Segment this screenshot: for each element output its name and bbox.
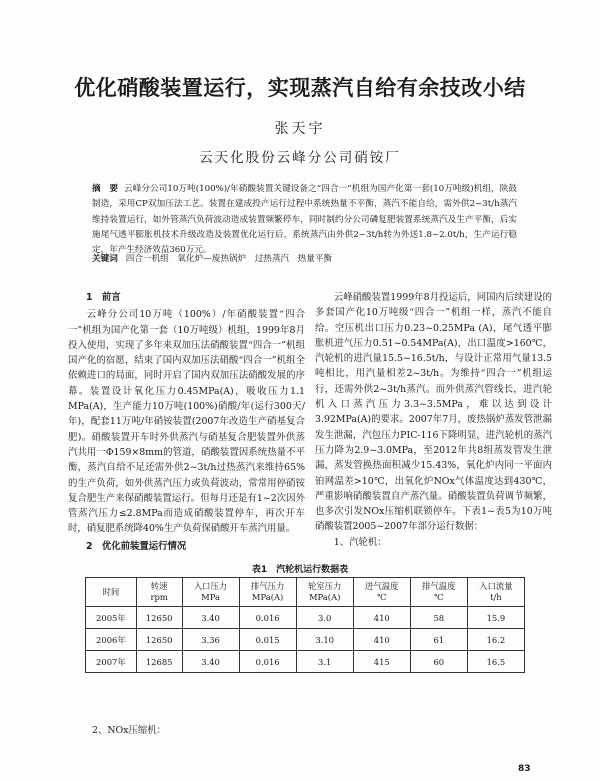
table-cell: 3.10 (296, 629, 353, 651)
table-caption: 表1 汽轮机运行数据表 (251, 565, 349, 575)
table-cell: 16.2 (467, 629, 524, 651)
section-heading-operation: 2 优化前装置运行情况 (86, 540, 187, 552)
table-cell: 12650 (136, 607, 182, 629)
paper-title: 优化硝酸装置运行，实现蒸汽自给有余技改小结 (74, 76, 526, 100)
table-row (86, 629, 525, 651)
table-cell: 3.1 (296, 651, 353, 673)
table-header-cell: 入口流量 t/h (467, 578, 524, 607)
table-cell: 0.015 (239, 629, 296, 651)
subsection-turbine: 1、汽轮机： (333, 536, 387, 548)
table-cell: 2007年 (86, 651, 137, 673)
table-header-cell: 时间 (86, 578, 137, 607)
table-cell: 3.40 (182, 607, 239, 629)
table-cell: 60 (410, 651, 467, 673)
intro-paragraph: 云峰分公司10万吨（100%）/年硝酸装置“四合一”机组为国产化第一套（10万吨级）机组，1999年8月投入使用，实现了多年来双加压法硝酸装置“四合一”机组国产化的宿愿，结束了国内双加压法硝酸“四合一”机组全依赖进口的局面，同时开启了国内双加压法硝酸发展的序幕。装置设计氧化压力0.45MPa(A)，吸收压力1.1 MPa(A)，生产能力10万吨(100%)硝酸/年(运行300天/年)，配套11万吨/年硝铵装置(2007年改造生产硝基复合肥)。硝酸装置开车时外供蒸汽与硝基复合肥装置外供蒸汽共用一Φ159×8mm的管道，硝酸装置因系统热量不平衡，蒸汽自给不足还需外供2~3t/h过热蒸汽来维持65%的生产负荷，如外供蒸汽压力或负荷波动，常常用停硝铵复合肥生产来保硝酸装置运行。但每月还是有1~2次因外管蒸汽压力≤2.8MPa而造成硝酸装置停车，再次开车时，硝复肥系统降40%生产负荷保硝酸开车蒸汽用量。 (68, 309, 305, 535)
keywords (92, 252, 517, 266)
table-row (86, 607, 525, 629)
table-cell: 58 (410, 607, 467, 629)
table-cell: 12650 (136, 629, 182, 651)
page-number: 83 (518, 764, 531, 774)
table-cell: 410 (353, 629, 410, 651)
table-cell: 3.36 (182, 629, 239, 651)
table-header-cell: 转速 rpm (136, 578, 182, 607)
table-header-cell: 排气压力 MPa(A) (239, 578, 296, 607)
abstract-label: 摘 要 (92, 184, 119, 194)
table-cell: 3.40 (182, 651, 239, 673)
table-header-row (86, 578, 525, 607)
table-header-cell: 进气温度 ℃ (353, 578, 410, 607)
abstract (92, 182, 517, 258)
table-cell: 0.016 (239, 607, 296, 629)
section-heading-intro: 1 前言 (86, 292, 121, 303)
table-header-cell: 入口压力 MPa (182, 578, 239, 607)
author-affiliation: 云天化股份云峰分公司硝铵厂 (199, 150, 401, 166)
table-header-cell: 排气温度 ℃ (410, 578, 467, 607)
keywords-text: 四合一机组 氧化炉—废热锅炉 过热蒸汽 热量平衡 (125, 254, 333, 264)
table-cell: 61 (410, 629, 467, 651)
keywords-label: 关键词 (92, 254, 118, 264)
left-column (68, 290, 305, 554)
table-cell: 0.016 (239, 651, 296, 673)
table-cell: 415 (353, 651, 410, 673)
table-cell: 410 (353, 607, 410, 629)
operation-paragraph: 云峰硝酸装置1999年8月投运后，同国内后续建设的多套国产化10万吨级“四合一”机组一样，蒸汽不能自给。空压机出口压力0.23~0.25MPa (A)，尾气透平膨胀机进气压力0.51~0.54MPa(A)，出口温度>160℃，汽轮机的进汽量15.5~16.5t/h，与设计正常用气量13.5吨相比，用汽量相差2~3t/h。为维持“四合一”机组运行，还需外供2~3t/h蒸汽。而外供蒸汽管线长，进汽轮机入口蒸汽压力3.3~3.5MPa，难以达到设计3.92MPa(A)的要求。2007年7月，废热锅炉蒸发管泄漏发生泄漏，汽包压力PIC-116下降明显，进汽轮机的蒸汽压力降为2.9~3.0MPa，至2012年共8组蒸发管发生泄漏，蒸发管换热面积减少15.43%，氧化炉内同一平面内铂网温差>10℃，出氧化炉NOx气体温度达到430℃，严重影响硝酸装置自产蒸汽量。硝酸装置负荷调节频繁，也多次引发NOx压缩机联锁停车。下表1~表5为10万吨硝酸装置2005~2007年部分运行数据： (315, 292, 552, 533)
table-cell: 15.9 (467, 607, 524, 629)
table-row (86, 651, 525, 673)
table-header-cell: 轮室压力 MPa(A) (296, 578, 353, 607)
table-cell: 16.5 (467, 651, 524, 673)
abstract-text: 云峰分公司10万吨(100%)/年硝酸装置关键设备之“四合一”机组为国产化第一套(10万吨级)机组，陕鼓制造，采用CP双加压法工艺。装置在建成投产运行过程中系统热量不平衡，蒸汽不能自给，需外供2~3t/h蒸汽维持装置运行，如外管蒸汽负荷波动造成装置频繁停车，同时制约分公司磷复肥装置系统蒸汽及生产平衡，后实施尾气透平膨胀机技术升级改造及装置优化运行后，系统蒸汽由外供2~3t/h转为外送1.8~2.0t/h，生产运行稳定，年产生经济效益360万元。 (92, 184, 517, 256)
turbine-data-table (85, 577, 525, 673)
subsection-nox-compressor: 2、NOx压缩机： (92, 725, 167, 736)
table-cell: 3.0 (296, 607, 353, 629)
table-cell: 12685 (136, 651, 182, 673)
right-column (315, 290, 552, 550)
table-cell: 2006年 (86, 629, 137, 651)
table-cell: 2005年 (86, 607, 137, 629)
author-name: 张天宇 (274, 121, 326, 137)
